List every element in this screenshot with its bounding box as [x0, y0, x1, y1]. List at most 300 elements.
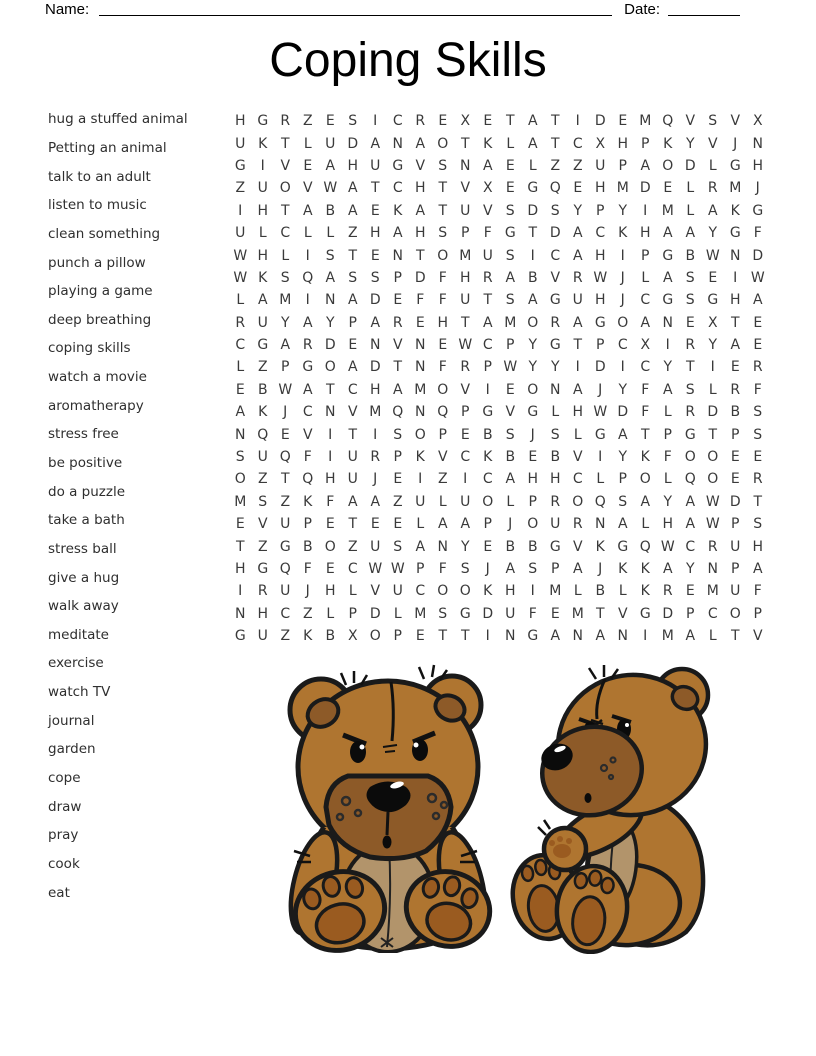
- word-list-item: watch TV: [48, 684, 111, 701]
- grid-letter: R: [482, 269, 493, 286]
- grid-letter: G: [549, 292, 561, 309]
- grid-letter: O: [324, 359, 336, 376]
- grid-letter: Y: [618, 381, 628, 398]
- grid-letter: I: [575, 113, 580, 130]
- word-list-item: Petting an animal: [48, 139, 167, 156]
- grid-letter: N: [595, 516, 606, 533]
- word-list-item: do a puzzle: [48, 483, 126, 500]
- grid-letter: O: [527, 516, 539, 533]
- word-list-item: playing a game: [48, 283, 153, 300]
- grid-letter: R: [572, 269, 583, 286]
- grid-letter: I: [643, 202, 648, 219]
- grid-letter: E: [370, 247, 380, 264]
- grid-letter: C: [235, 337, 246, 354]
- grid-letter: V: [685, 113, 696, 130]
- grid-letter: U: [370, 538, 381, 555]
- grid-letter: S: [753, 426, 763, 443]
- grid-letter: W: [705, 493, 720, 510]
- grid-letter: U: [280, 583, 291, 600]
- grid-letter: H: [414, 225, 426, 242]
- grid-letter: V: [460, 180, 471, 197]
- grid-row: [229, 446, 769, 468]
- word-list-item: walk away: [48, 598, 119, 615]
- grid-letter: A: [415, 538, 426, 555]
- grid-letter: D: [594, 113, 606, 130]
- grid-letter: H: [662, 516, 674, 533]
- grid-letter: O: [707, 471, 719, 488]
- grid-letter: U: [572, 292, 583, 309]
- grid-letter: P: [483, 516, 492, 533]
- grid-letter: B: [325, 202, 336, 219]
- grid-letter: A: [482, 157, 493, 174]
- grid-letter: P: [461, 225, 470, 242]
- grid-row: [229, 468, 769, 490]
- grid-letter: A: [527, 292, 538, 309]
- grid-letter: I: [530, 247, 535, 264]
- grid-letter: P: [731, 426, 740, 443]
- grid-letter: K: [618, 561, 628, 577]
- grid-letter: A: [527, 135, 538, 152]
- grid-letter: G: [662, 247, 674, 264]
- grid-letter: H: [234, 561, 246, 577]
- grid-letter: A: [752, 561, 763, 577]
- grid-letter: B: [527, 269, 538, 286]
- grid-row: [229, 132, 769, 154]
- grid-letter: T: [753, 493, 763, 510]
- grid-letter: S: [618, 493, 628, 510]
- grid-row: [229, 289, 769, 311]
- grid-letter: A: [572, 561, 583, 577]
- grid-letter: A: [685, 493, 696, 510]
- grid-letter: E: [573, 180, 583, 197]
- grid-letter: M: [504, 314, 517, 331]
- grid-letter: A: [550, 628, 561, 645]
- grid-letter: F: [663, 449, 672, 466]
- grid-letter: A: [347, 202, 358, 219]
- grid-letter: J: [508, 516, 513, 533]
- grid-letter: P: [506, 337, 515, 354]
- grid-letter: Z: [550, 157, 561, 174]
- grid-letter: T: [325, 381, 335, 398]
- grid-letter: A: [415, 202, 426, 219]
- word-list-item: eat: [48, 884, 70, 901]
- grid-letter: A: [685, 628, 696, 645]
- grid-letter: R: [707, 180, 718, 197]
- grid-letter: N: [617, 628, 628, 645]
- grid-row: [229, 312, 769, 334]
- grid-letter: K: [258, 269, 268, 286]
- grid-letter: A: [302, 381, 313, 398]
- grid-letter: I: [463, 471, 468, 488]
- grid-letter: T: [460, 628, 470, 645]
- grid-letter: E: [730, 471, 740, 488]
- grid-letter: B: [527, 538, 538, 555]
- grid-letter: E: [483, 113, 493, 130]
- grid-letter: B: [257, 381, 268, 398]
- grid-letter: L: [573, 583, 582, 600]
- grid-letter: J: [733, 135, 738, 152]
- grid-letter: O: [617, 314, 629, 331]
- grid-letter: B: [595, 583, 606, 600]
- grid-letter: F: [483, 225, 492, 242]
- word-list-item: aromatherapy: [48, 397, 144, 414]
- bear-mouth: [383, 836, 392, 849]
- grid-letter: V: [482, 202, 493, 219]
- grid-letter: Q: [594, 493, 606, 510]
- grid-letter: Z: [257, 471, 268, 488]
- grid-letter: A: [662, 269, 673, 286]
- grid-letter: R: [685, 404, 696, 421]
- grid-letter: H: [752, 538, 764, 555]
- grid-letter: J: [305, 583, 310, 600]
- grid-letter: F: [303, 561, 312, 577]
- grid-letter: U: [392, 583, 403, 600]
- grid-letter: G: [482, 404, 494, 421]
- grid-letter: O: [459, 583, 471, 600]
- grid-letter: L: [686, 180, 695, 197]
- grid-row: [229, 603, 769, 625]
- word-list-item: meditate: [48, 626, 109, 643]
- grid-letter: R: [392, 314, 403, 331]
- grid-letter: E: [370, 516, 380, 533]
- grid-letter: S: [505, 292, 515, 309]
- grid-letter: L: [708, 157, 717, 174]
- grid-letter: P: [618, 157, 627, 174]
- grid-letter: M: [639, 113, 652, 130]
- grid-letter: P: [393, 628, 402, 645]
- grid-letter: H: [414, 180, 426, 197]
- grid-letter: A: [392, 225, 403, 242]
- grid-letter: M: [729, 180, 742, 197]
- grid-letter: H: [437, 314, 449, 331]
- grid-letter: O: [437, 583, 449, 600]
- grid-letter: A: [482, 314, 493, 331]
- grid-letter: R: [707, 538, 718, 555]
- grid-letter: E: [550, 605, 560, 622]
- grid-letter: F: [416, 292, 425, 309]
- grid-letter: D: [752, 247, 764, 264]
- grid-letter: E: [370, 202, 380, 219]
- grid-letter: Q: [257, 426, 269, 443]
- grid-letter: Z: [280, 493, 291, 510]
- grid-letter: A: [415, 135, 426, 152]
- grid-letter: E: [438, 337, 448, 354]
- grid-letter: K: [663, 135, 673, 152]
- grid-letter: M: [661, 202, 674, 219]
- word-list-item: clean something: [48, 225, 161, 242]
- grid-letter: J: [485, 561, 490, 577]
- grid-letter: M: [661, 628, 674, 645]
- grid-letter: A: [617, 516, 628, 533]
- grid-row: [229, 513, 769, 535]
- grid-letter: C: [640, 292, 651, 309]
- grid-letter: C: [347, 561, 358, 577]
- grid-letter: L: [708, 381, 717, 398]
- grid-letter: H: [549, 471, 561, 488]
- grid-letter: X: [595, 135, 606, 152]
- grid-letter: N: [392, 247, 403, 264]
- grid-letter: Q: [279, 449, 291, 466]
- grid-letter: H: [752, 157, 764, 174]
- grid-letter: H: [594, 292, 606, 309]
- word-list-item: hug a stuffed animal: [48, 111, 188, 128]
- grid-letter: C: [707, 605, 718, 622]
- grid-letter: U: [347, 471, 358, 488]
- grid-letter: D: [639, 180, 651, 197]
- grid-letter: R: [460, 359, 471, 376]
- grid-letter: G: [392, 157, 404, 174]
- grid-letter: H: [369, 225, 381, 242]
- grid-letter: Z: [347, 538, 358, 555]
- bear2-eye-glint-right: [625, 723, 629, 727]
- grid-letter: L: [551, 404, 560, 421]
- grid-letter: E: [618, 113, 628, 130]
- grid-letter: T: [708, 426, 718, 443]
- grid-letter: Z: [302, 113, 313, 130]
- grid-letter: A: [572, 314, 583, 331]
- grid-letter: I: [373, 426, 378, 443]
- grid-letter: Y: [280, 314, 290, 331]
- grid-letter: T: [550, 135, 560, 152]
- grid-letter: U: [550, 516, 561, 533]
- grid-letter: E: [753, 449, 763, 466]
- grid-letter: C: [685, 538, 696, 555]
- grid-letter: U: [235, 135, 246, 152]
- grid-letter: G: [459, 605, 471, 622]
- grid-letter: G: [707, 292, 719, 309]
- grid-letter: P: [348, 314, 357, 331]
- teddy-bear-front-illustration: [264, 655, 506, 953]
- grid-letter: L: [326, 605, 335, 622]
- grid-letter: A: [347, 180, 358, 197]
- grid-letter: J: [755, 180, 760, 197]
- word-list-item: cope: [48, 770, 81, 787]
- grid-letter: P: [596, 337, 605, 354]
- grid-letter: G: [684, 426, 696, 443]
- grid-letter: E: [235, 381, 245, 398]
- grid-letter: D: [414, 269, 426, 286]
- header: [45, 1, 740, 18]
- grid-letter: I: [305, 247, 310, 264]
- grid-letter: I: [620, 247, 625, 264]
- grid-letter: Y: [618, 202, 628, 219]
- grid-letter: A: [595, 628, 606, 645]
- grid-letter: H: [234, 113, 246, 130]
- bear-mouth-line: [387, 812, 388, 835]
- grid-letter: V: [415, 157, 426, 174]
- grid-letter: L: [686, 202, 695, 219]
- grid-letter: K: [640, 449, 650, 466]
- word-list-item: watch a movie: [48, 369, 147, 386]
- grid-letter: B: [482, 426, 493, 443]
- grid-letter: E: [415, 314, 425, 331]
- grid-letter: T: [460, 314, 470, 331]
- grid-letter: N: [392, 135, 403, 152]
- grid-letter: A: [505, 269, 516, 286]
- grid-letter: P: [393, 269, 402, 286]
- grid-letter: E: [393, 516, 403, 533]
- grid-letter: T: [280, 202, 290, 219]
- grid-letter: X: [460, 113, 471, 130]
- grid-letter: Y: [685, 135, 695, 152]
- grid-letter: N: [415, 359, 426, 376]
- grid-letter: R: [550, 493, 561, 510]
- grid-row: [229, 491, 769, 513]
- grid-letter: P: [528, 493, 537, 510]
- grid-letter: E: [730, 449, 740, 466]
- grid-letter: W: [593, 404, 608, 421]
- grid-letter: T: [235, 538, 245, 555]
- grid-letter: W: [233, 247, 248, 264]
- grid-letter: C: [302, 404, 313, 421]
- grid-letter: S: [753, 404, 763, 421]
- grid-letter: A: [640, 314, 651, 331]
- grid-letter: O: [684, 449, 696, 466]
- grid-letter: N: [707, 561, 718, 577]
- grid-letter: L: [303, 135, 312, 152]
- grid-letter: J: [598, 561, 603, 577]
- bear-eye-left: [350, 741, 366, 763]
- grid-letter: W: [750, 269, 765, 286]
- grid-letter: N: [325, 404, 336, 421]
- grid-letter: V: [370, 583, 381, 600]
- grid-letter: O: [639, 471, 651, 488]
- grid-letter: X: [640, 337, 651, 354]
- grid-letter: M: [571, 605, 584, 622]
- grid-letter: L: [236, 359, 245, 376]
- grid-letter: O: [662, 157, 674, 174]
- grid-letter: R: [752, 359, 763, 376]
- grid-letter: E: [348, 337, 358, 354]
- grid-letter: J: [530, 426, 535, 443]
- grid-letter: M: [706, 583, 719, 600]
- grid-letter: Y: [460, 538, 470, 555]
- grid-letter: E: [325, 561, 335, 577]
- grid-letter: G: [752, 202, 764, 219]
- grid-letter: Q: [684, 471, 696, 488]
- grid-letter: A: [662, 381, 673, 398]
- grid-letter: R: [685, 337, 696, 354]
- grid-letter: G: [257, 561, 269, 577]
- grid-letter: Y: [325, 314, 335, 331]
- grid-letter: K: [303, 493, 313, 510]
- grid-letter: I: [305, 292, 310, 309]
- grid-letter: K: [730, 202, 740, 219]
- grid-letter: A: [370, 135, 381, 152]
- grid-letter: T: [730, 628, 740, 645]
- grid-letter: P: [393, 449, 402, 466]
- grid-letter: R: [370, 449, 381, 466]
- grid-letter: G: [527, 404, 539, 421]
- grid-letter: L: [506, 493, 515, 510]
- grid-letter: X: [707, 314, 718, 331]
- grid-letter: H: [527, 471, 539, 488]
- grid-letter: S: [438, 605, 448, 622]
- grid-letter: R: [257, 583, 268, 600]
- grid-letter: E: [505, 381, 515, 398]
- grid-letter: Q: [549, 180, 561, 197]
- word-list-item: talk to an adult: [48, 168, 151, 185]
- grid-letter: T: [280, 471, 290, 488]
- grid-letter: A: [325, 269, 336, 286]
- grid-row: [229, 334, 769, 356]
- bear-eye-right: [412, 739, 428, 761]
- grid-letter: D: [684, 157, 696, 174]
- grid-letter: D: [324, 337, 336, 354]
- grid-letter: A: [257, 292, 268, 309]
- grid-letter: L: [641, 269, 650, 286]
- grid-letter: A: [572, 247, 583, 264]
- grid-letter: D: [369, 359, 381, 376]
- grid-letter: D: [369, 292, 381, 309]
- grid-letter: B: [550, 449, 561, 466]
- grid-letter: I: [238, 583, 243, 600]
- grid-letter: S: [460, 561, 470, 577]
- grid-letter: T: [438, 180, 448, 197]
- grid-letter: S: [550, 426, 560, 443]
- grid-letter: Y: [528, 359, 538, 376]
- grid-letter: I: [328, 426, 333, 443]
- grid-letter: S: [505, 202, 515, 219]
- grid-letter: O: [527, 314, 539, 331]
- grid-letter: N: [572, 628, 583, 645]
- grid-letter: U: [730, 538, 741, 555]
- grid-letter: I: [575, 359, 580, 376]
- grid-row: [229, 200, 769, 222]
- grid-letter: G: [639, 605, 651, 622]
- grid-row: [229, 222, 769, 244]
- word-list-item: be positive: [48, 455, 123, 471]
- grid-letter: E: [235, 516, 245, 533]
- grid-letter: E: [325, 516, 335, 533]
- grid-letter: U: [505, 605, 516, 622]
- grid-letter: I: [260, 157, 265, 174]
- grid-letter: L: [348, 583, 357, 600]
- grid-letter: R: [550, 314, 561, 331]
- grid-row: [229, 356, 769, 378]
- grid-letter: P: [641, 247, 650, 264]
- grid-letter: V: [707, 135, 718, 152]
- grid-letter: X: [752, 113, 763, 130]
- grid-letter: V: [752, 628, 763, 645]
- grid-letter: H: [257, 605, 269, 622]
- grid-letter: K: [483, 583, 493, 600]
- grid-letter: A: [505, 471, 516, 488]
- grid-letter: N: [415, 404, 426, 421]
- grid-letter: W: [390, 561, 405, 577]
- grid-letter: H: [257, 247, 269, 264]
- grid-letter: M: [234, 493, 247, 510]
- grid-letter: T: [505, 113, 515, 130]
- grid-letter: A: [572, 225, 583, 242]
- bear2-wrist-stitch: [538, 820, 550, 835]
- grid-letter: G: [302, 359, 314, 376]
- grid-letter: A: [302, 202, 313, 219]
- grid-letter: W: [278, 381, 293, 398]
- grid-letter: P: [416, 561, 425, 577]
- grid-letter: F: [641, 381, 650, 398]
- grid-letter: L: [663, 471, 672, 488]
- grid-letter: I: [328, 449, 333, 466]
- grid-letter: B: [302, 538, 313, 555]
- grid-letter: K: [415, 449, 425, 466]
- grid-letter: P: [641, 135, 650, 152]
- grid-letter: T: [483, 292, 493, 309]
- grid-letter: A: [640, 157, 651, 174]
- grid-letter: F: [641, 404, 650, 421]
- grid-letter: H: [594, 180, 606, 197]
- grid-letter: I: [530, 583, 535, 600]
